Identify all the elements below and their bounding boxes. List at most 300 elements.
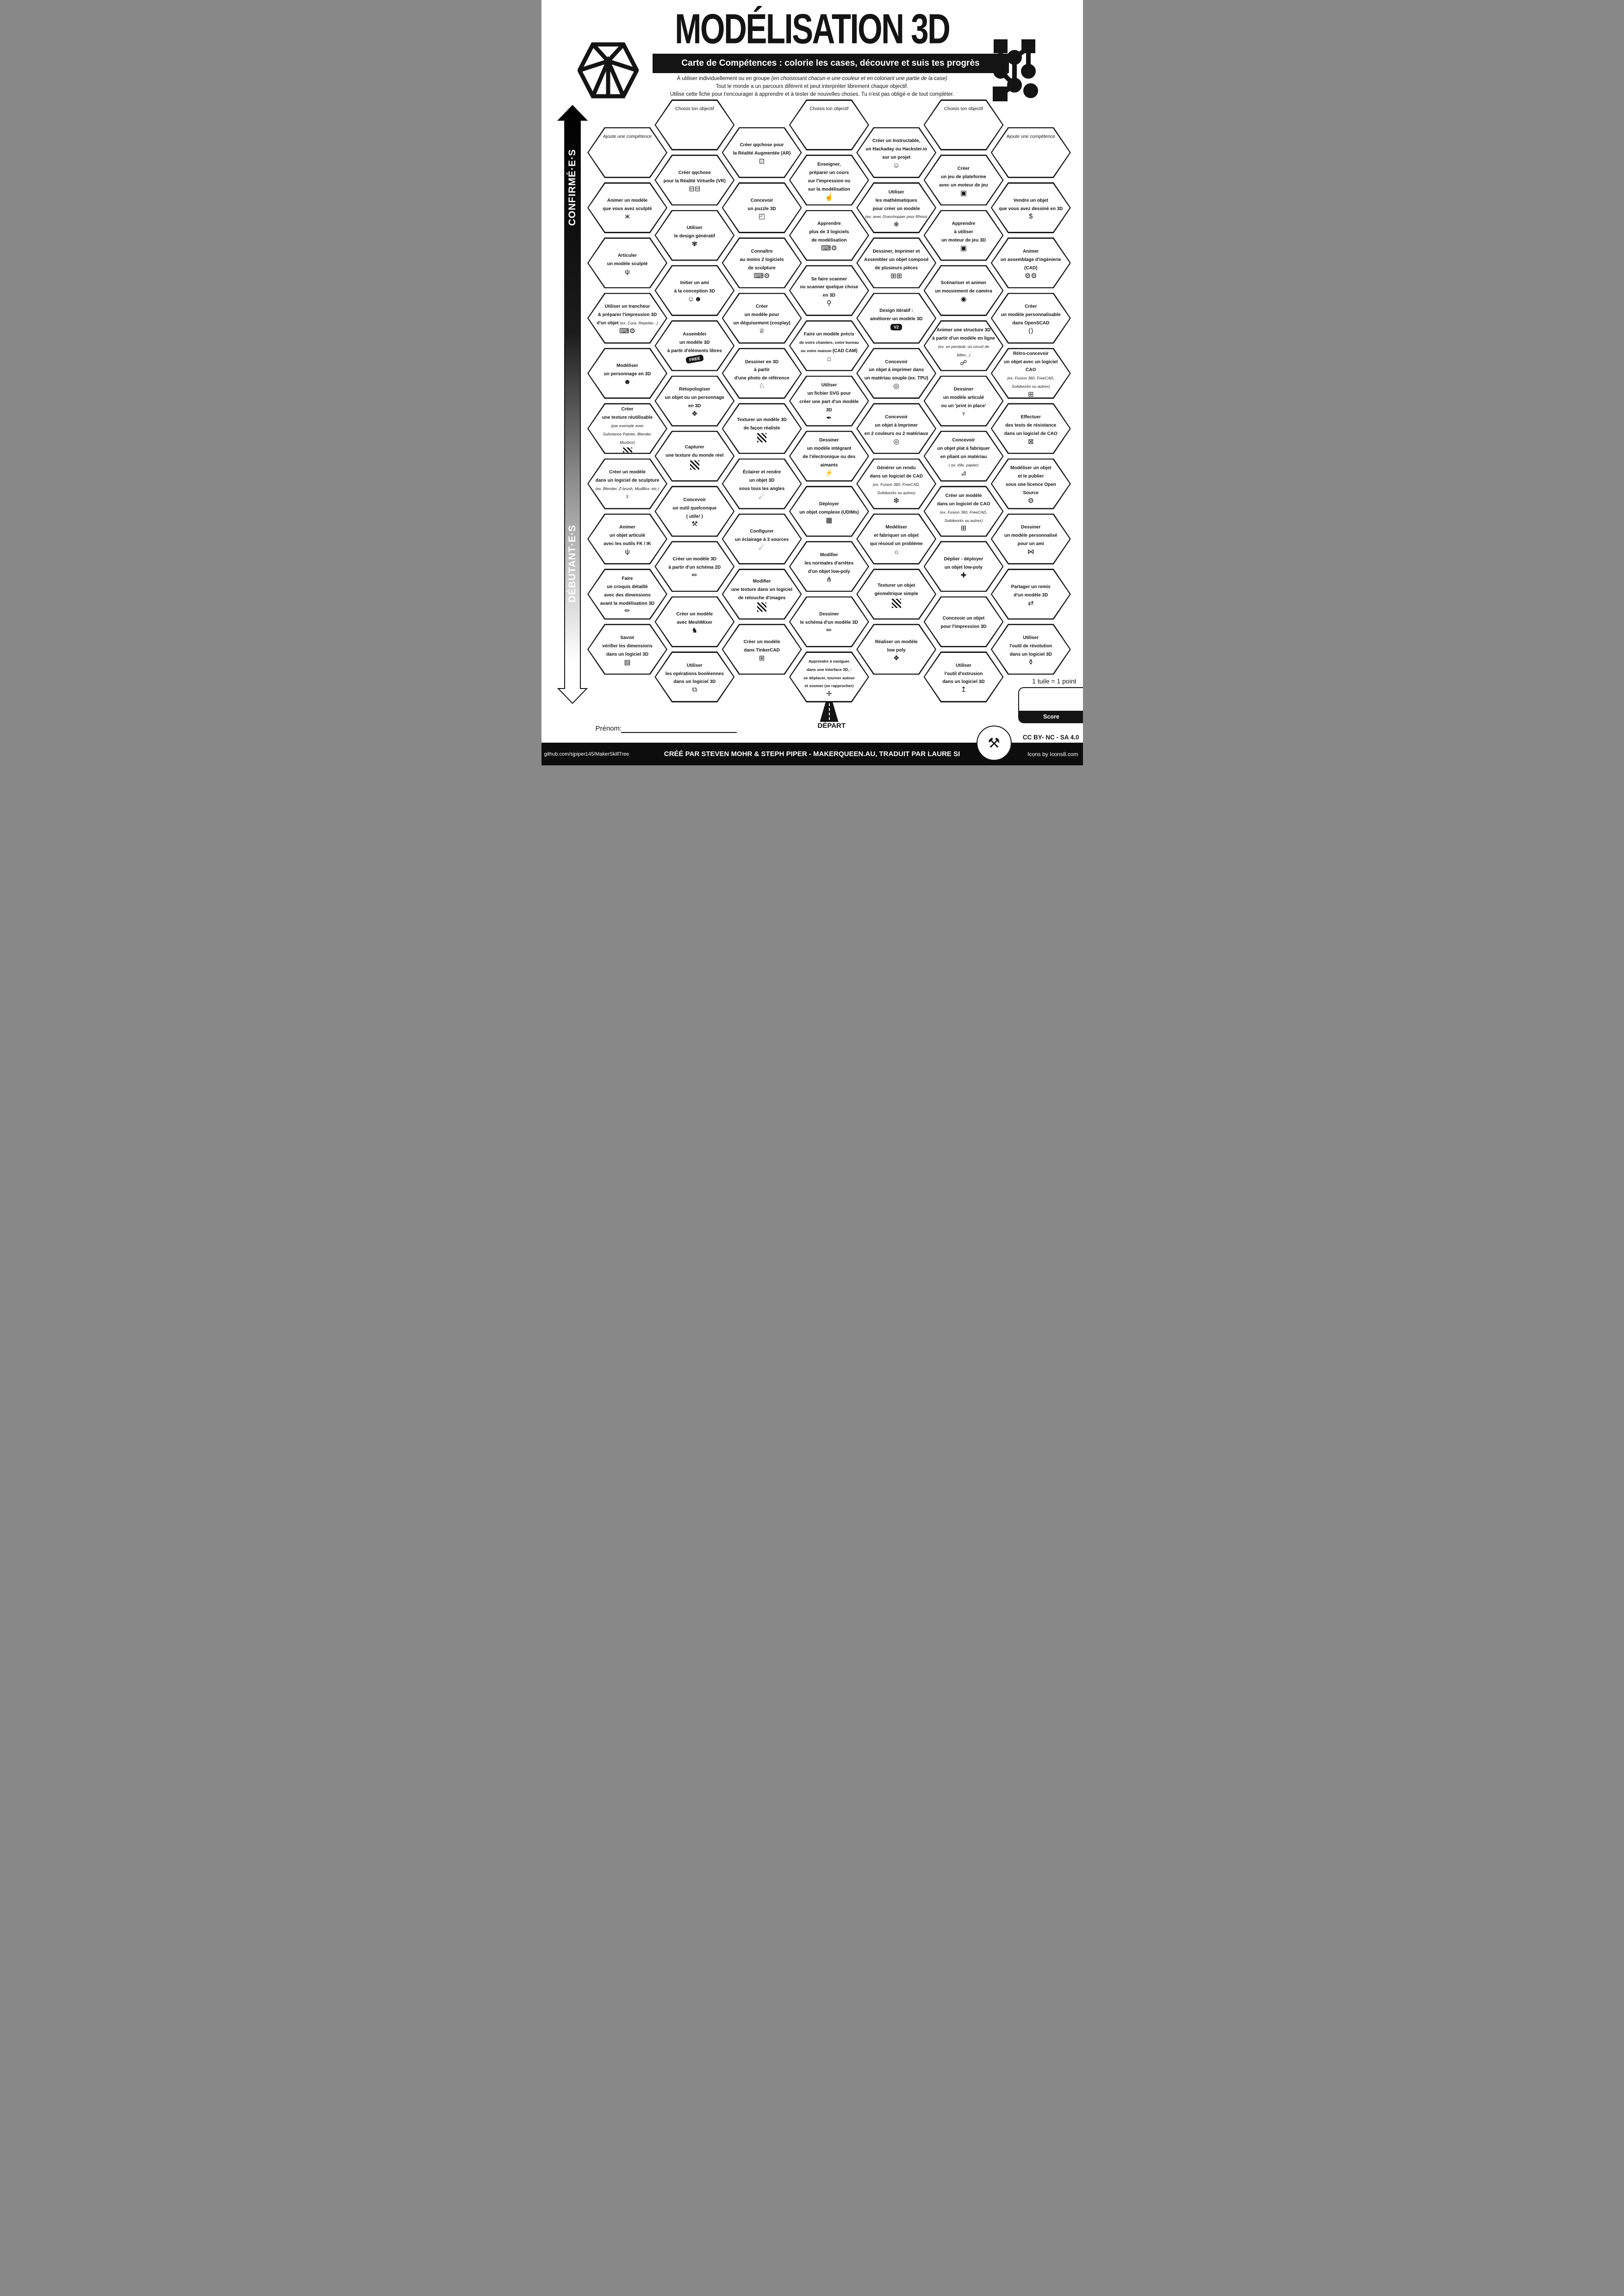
hex-content: [595, 184, 660, 232]
hex-tile[interactable]: [991, 293, 1071, 344]
hex-label-line: les mathématiques: [875, 198, 917, 203]
hex-tile[interactable]: [991, 514, 1071, 565]
hex-content: [595, 349, 660, 397]
hex-tile[interactable]: [991, 182, 1071, 233]
pencil-sketch-icon: ✏: [691, 571, 698, 579]
hex-content: [729, 460, 795, 508]
hex-content: [595, 129, 660, 177]
hex-content: [998, 460, 1064, 508]
hex-content: [662, 101, 727, 149]
hex-label-line: les opérations booléennes: [665, 671, 724, 676]
hex-label-line: de façon réaliste: [743, 425, 780, 431]
hex-label-line: dans un logiciel 3D: [942, 679, 985, 685]
hex-content: [662, 432, 727, 480]
hex-label-line: Rétro-concevoir: [1013, 351, 1049, 356]
ruler-icon: ▤: [624, 658, 631, 666]
hex-label-line: Animer un modèle: [607, 198, 648, 203]
hex-label-line: des tests de résistance: [1005, 422, 1057, 428]
hex-label-line: (ex. un pendule, un circuit de billes...): [938, 344, 989, 357]
hex-label-line: d'un modèle 3D: [1014, 592, 1048, 598]
cube-icon: ⊞: [960, 524, 967, 533]
hex-label-line: un modèle intégrant: [807, 446, 852, 452]
hex-label-line: en 3D: [688, 403, 701, 409]
hex-label-line: Rétopologiser: [679, 387, 710, 392]
score-box[interactable]: [1018, 687, 1083, 723]
uv-tiles-icon: ▦: [826, 516, 833, 524]
hex-label-line: ( ex. tôle, papier): [948, 463, 979, 468]
name-input-line[interactable]: [621, 732, 737, 733]
gears-icon: ⚙⚙: [1024, 272, 1037, 280]
hex-content: [595, 625, 660, 673]
hex-label-line: Utiliser: [956, 663, 971, 668]
level-label-confirmed: CONFIRMÉ·E·S: [566, 149, 578, 226]
hex-label-line: dans un logiciel 3D: [1009, 652, 1052, 657]
folded-sheet-icon: ⊿: [960, 469, 967, 478]
hex-content: [998, 625, 1064, 673]
hex-label-line: Dessiner: [819, 612, 839, 617]
laptop-gear-icon: ⌨⚙: [753, 272, 770, 280]
hex-content: [998, 570, 1064, 618]
hex-content: [998, 239, 1064, 287]
hex-label-line: Créer qqchose: [678, 170, 711, 175]
hex-content: [931, 101, 996, 149]
hex-label-line: se déplacer, tourner autour: [803, 675, 855, 680]
hex-label-line: un mouvement de caméra: [935, 289, 992, 294]
hex-label-line: à la conception 3D: [674, 289, 715, 294]
hex-label-line: Dessiner: [1021, 525, 1041, 530]
code-brackets-icon: ⟨⟩: [1028, 327, 1034, 335]
hex-label-line: à partir: [754, 367, 770, 373]
hex-label-line: un éclairage à 3 sources: [735, 537, 789, 543]
hex-label-line: un objet ou un personnage: [665, 395, 724, 401]
ar-phone-icon: ⊡: [759, 157, 765, 166]
hex-label-line: ou votre maison (CAD CAM): [801, 348, 858, 354]
spotlight-icon: ☄: [759, 544, 765, 552]
hex-label-line: Utiliser un trancheur: [604, 304, 650, 310]
hex-label-line: Choisis ton objectif: [809, 106, 849, 112]
hex-content: [662, 487, 727, 535]
hex-label-line: en 2 couleurs ou 2 matériaux: [864, 431, 928, 436]
hex-content: [998, 294, 1064, 342]
name-label: Prénom:: [595, 725, 622, 732]
vertex-normals-icon: ⋔: [826, 575, 832, 583]
hex-label-line: Solidworks ou autres): [944, 518, 983, 523]
unfold-net-icon: ✚: [960, 571, 967, 579]
hex-content: [595, 460, 660, 508]
gamepad-icon: ▣: [960, 244, 967, 252]
level-arrow: [557, 105, 588, 707]
texture-stripes-icon: [623, 447, 632, 453]
hex-label-line: Utiliser: [1023, 635, 1039, 641]
hex-label-line: sur un projet: [882, 155, 911, 161]
hex-label-line: dans un logiciel 3D: [673, 679, 716, 685]
hex-label-line: Partager un remix: [1011, 584, 1051, 590]
hex-content: [729, 570, 795, 618]
hex-label-line: pour la Réalité Virtuelle (VR): [663, 178, 726, 184]
boolean-shapes-icon: ⧉: [692, 686, 697, 694]
hex-label-line: Faire: [622, 576, 633, 581]
hex-label-line: Apprendre: [817, 221, 841, 227]
hex-label-line: Vendre un objet: [1013, 198, 1048, 203]
hex-content: [998, 515, 1064, 563]
hex-content: [796, 432, 862, 480]
hex-label-line: Concevoir: [885, 414, 908, 420]
gamepad-icon: ▣: [960, 189, 967, 197]
hex-content: [864, 294, 929, 342]
hex-label-line: pour un ami: [1017, 541, 1044, 547]
hex-label-line: un puzzle 3D: [747, 206, 776, 211]
texture-stripes-icon: [892, 599, 901, 608]
hex-tile[interactable]: [991, 459, 1071, 509]
hex-label-line: (ex. Blender, Z-brush, MudBox, etc.): [595, 486, 660, 491]
hex-label-line: d'un objet low-poly: [808, 569, 850, 574]
hex-label-line: en pliant un matériau: [940, 454, 987, 460]
hex-label-line: en 3D: [822, 293, 835, 298]
hex-content: [796, 487, 862, 535]
hex-label-line: Concevoir: [750, 198, 773, 203]
pen-nib-icon: ✒: [826, 414, 832, 422]
hex-content: [796, 156, 862, 204]
score-label: Score: [1019, 711, 1083, 722]
hex-label-line: Créer: [621, 407, 634, 412]
hex-label-line: Concevoir: [885, 359, 908, 365]
hex-content: [662, 267, 727, 315]
hex-label-line: sur la modélisation: [808, 186, 850, 192]
pencil-sketch-icon: ✏: [624, 607, 630, 615]
hex-tile[interactable]: [991, 348, 1071, 399]
hex-label-line: d'un objet (ex. Cura, Repetier...): [597, 321, 658, 326]
level-label-beginner: DÉBUTANT·E·S: [566, 525, 578, 602]
hex-label-line: Ajoute une compétence: [1006, 134, 1055, 139]
hex-label-line: de sculpture: [748, 265, 776, 271]
hex-label-line: un matériau souple (ex. TPU): [864, 376, 928, 381]
hex-label-line: un croquis détaillé: [607, 584, 648, 590]
hex-label-line: (CAD): [1024, 265, 1038, 271]
hex-label-line: Concevoir: [952, 438, 975, 443]
network-logo-icon: [987, 39, 1042, 104]
hex-content: [998, 129, 1064, 177]
venus-statue-icon: ♀: [624, 492, 630, 501]
hex-label-line: Concevoir un objet: [942, 615, 985, 621]
v2-tag-icon: V2: [890, 324, 902, 330]
hex-label-line: Savoir: [620, 635, 635, 641]
hex-content: [729, 625, 795, 673]
hex-label-line: que vous avez sculpté: [603, 206, 652, 211]
hex-label-line: Solidworks ou autres): [877, 490, 915, 495]
hex-label-line: (ex. Fusion 360, FreeCAD,: [940, 509, 988, 515]
hex-label-line: Utiliser: [686, 225, 703, 231]
hex-content: [864, 460, 929, 508]
hex-label-line: Texturer un modèle 3D: [737, 417, 787, 422]
hex-label-line: Texturer un objet: [877, 583, 915, 588]
hex-label-line: une texture du monde réel: [666, 453, 724, 459]
hex-label-line: un objet avec un logiciel CAO: [1004, 359, 1058, 373]
tools-icon: ⚒: [691, 520, 698, 528]
hex-label-line: dans TinkerCAD: [744, 647, 780, 653]
hex-label-line: dans un logiciel de CAO: [1004, 431, 1058, 436]
hex-label-line: Se faire scanner: [811, 276, 847, 282]
hex-label-line: Effectuer: [1020, 414, 1041, 420]
slicer-laptop-icon: ⌨⚙: [619, 327, 636, 335]
hex-label-line: un objet à imprimer dans: [869, 367, 924, 373]
hex-content: [595, 404, 660, 453]
walking-person-icon: ж: [625, 212, 630, 221]
gift-bow-icon: ⋈: [1027, 548, 1034, 556]
hex-content: [595, 515, 660, 563]
hex-label-line: dans OpenSCAD: [1012, 321, 1050, 326]
hex-content: [595, 294, 660, 342]
hex-label-line: de retouche d'images: [738, 595, 786, 601]
vase-icon: ⚱: [1028, 658, 1034, 666]
hex-label-line: créer une part d'un modèle 3D: [799, 399, 859, 413]
hex-content: [864, 184, 929, 232]
tile-points-note: 1 tuile = 1 point: [1032, 677, 1076, 685]
armature-icon: ψ: [625, 267, 630, 276]
hex-content: [729, 184, 795, 232]
road-icon: [820, 701, 839, 722]
hex-label-line: pour l'impression 3D: [940, 624, 987, 629]
filament-spool-icon: ◎: [893, 382, 900, 391]
hex-content: [931, 377, 996, 425]
hex-content: [662, 322, 727, 370]
hex-content: [796, 598, 862, 646]
hex-content: [662, 156, 727, 204]
hex-content: [864, 129, 929, 177]
hex-label-line: et le publier: [1018, 474, 1044, 479]
hex-label-line: Créer un modèle: [609, 470, 646, 475]
hex-content: [864, 625, 929, 673]
hex-label-line: Créer un modèle: [743, 639, 780, 645]
page-title: MODÉLISATION 3D: [674, 5, 950, 52]
armature-icon: ψ: [625, 548, 630, 556]
body-scan-icon: ⚲: [826, 299, 832, 308]
hex-label-line: Dessiner: [953, 387, 974, 392]
hex-label-line: sous une licence Open Source: [1005, 482, 1056, 496]
repo-url-link[interactable]: github.com/sjpiper145/MakerSkillTree: [544, 751, 629, 757]
lightbulb-icon: ☼: [893, 548, 900, 556]
hex-label-line: un objet low-poly: [944, 565, 983, 570]
hex-label-line: géométrique simple: [874, 591, 918, 596]
geodesic-icon: ❖: [691, 410, 698, 418]
crossed-tools-icon: ⚒: [988, 735, 1000, 751]
hex-label-line: Choisis ton objectif: [675, 106, 714, 112]
hex-label-line: Créer un modèle 3D: [672, 556, 717, 562]
face-icon: ☻: [623, 378, 631, 386]
hex-label-line: améliorer un modèle 3D: [870, 316, 923, 322]
hex-content: [931, 156, 996, 204]
hex-label-line: Créer un modèle: [945, 493, 982, 498]
hex-label-line: dans un logiciel de sculpture: [595, 478, 660, 484]
hex-label-line: Concevoir: [683, 497, 706, 503]
hex-label-line: Apprendre: [952, 221, 976, 227]
hex-tile[interactable]: [991, 624, 1071, 675]
brain-icon: ✾: [691, 240, 698, 248]
hex-label-line: Capturer: [684, 445, 704, 450]
hex-label-line: Modifier: [753, 578, 771, 584]
hex-label-line: Modéliser: [885, 525, 908, 530]
hex-label-line: Créer un Instructable,: [872, 138, 921, 144]
hex-label-line: Créer un modèle: [676, 612, 713, 617]
hex-label-line: de modélisation: [811, 238, 847, 243]
hex-tile[interactable]: [991, 403, 1071, 454]
icons8-credit-link[interactable]: Icons by Icons8.com: [1027, 751, 1078, 757]
hex-label-line: Dessiner: [819, 438, 839, 443]
hex-label-line: les normales d'arrêtes: [804, 560, 854, 566]
hex-label-line: un objet 3D: [749, 478, 775, 484]
cube-icon: ⊞: [759, 654, 765, 662]
hex-label-line: un déguisement (cosplay): [733, 321, 790, 326]
hex-tile[interactable]: [991, 569, 1071, 620]
hex-label-line: une texture dans un logiciel: [731, 587, 793, 592]
hex-label-line: avec un moteur de jeu: [939, 182, 988, 188]
hex-label-line: Créer: [957, 166, 970, 171]
hex-label-line: Solidworks ou autres): [1011, 384, 1050, 389]
hex-label-line: au moins 2 logiciels: [740, 257, 784, 262]
hex-label-line: de votre chambre, votre bureau: [799, 340, 859, 345]
hex-content: [998, 184, 1064, 232]
hex-label-line: Modifier: [820, 552, 838, 558]
hex-label-line: Déplier - déployer: [944, 556, 983, 562]
hex-label-line: la Réalité Augmentée (AR): [733, 151, 791, 156]
hex-label-line: un modèle 3D: [679, 340, 710, 345]
hex-label-line: Utiliser: [888, 189, 904, 195]
hex-label-line: un objet complexe (UDIMs): [799, 509, 859, 515]
hex-label-line: Dessiner en 3D: [745, 359, 779, 365]
hex-label-line: Assembler: [683, 331, 707, 337]
maker-badge: [977, 726, 1012, 761]
hex-content: [931, 267, 996, 315]
subtitle-text: Carte de Compétences : colorie les cases, découvre et suis tes progrès: [681, 58, 980, 68]
free-tag-icon: FREE: [685, 354, 704, 363]
hex-label-line: plus de 3 logiciels: [809, 230, 849, 235]
hex-content: [931, 487, 996, 535]
hex-label-line: Assembler un objet composé: [864, 257, 929, 262]
hex-content: [729, 239, 795, 287]
hex-label-line: un fichier SVG pour: [807, 391, 851, 397]
hex-content: [998, 349, 1064, 397]
intro-line-3: Utilise cette fiche pour t'encourager à apprendre et à tester de nouvelles choses. Tu n'est pas obligé·e de tout compléter.: [670, 92, 954, 97]
hex-label-line: (par exemple avec: [611, 423, 644, 428]
hex-label-line: Scénariser et animer: [940, 280, 987, 286]
hex-content: [864, 404, 929, 453]
hex-content: [864, 239, 929, 287]
hex-label-line: Déployer: [819, 501, 839, 507]
hex-label-line: un jeu de plateforme: [941, 174, 986, 180]
rabbit-icon: ♞: [691, 627, 698, 635]
hex-label-line: sous tous les angles: [739, 486, 785, 491]
cosplay-hat-icon: ♕: [759, 327, 765, 335]
hex-label-line: Utiliser: [821, 383, 837, 388]
hex-label-line: Créer: [756, 304, 768, 310]
laptop-gear-icon: ⌨⚙: [821, 244, 837, 252]
teacher-icon: ☝: [825, 193, 834, 201]
hex-label-line: d'une photo de référence: [734, 376, 790, 381]
hex-label-line: un modèle personnalisé: [1004, 533, 1058, 539]
hex-content: [931, 598, 996, 646]
hex-tile[interactable]: [991, 127, 1071, 178]
poster-page: [541, 0, 1083, 765]
icosahedron-logo-icon: [578, 41, 639, 100]
hex-label-line: un objet à imprimer: [875, 422, 918, 428]
hex-content: [729, 515, 795, 563]
hex-label-line: avec MeshMixer: [677, 620, 713, 626]
led-icon: ⚡: [825, 469, 834, 478]
hex-label-line: à partir d'un schéma 2D: [668, 565, 721, 570]
smiley-doc-icon: ☺: [893, 161, 900, 170]
hex-content: [931, 542, 996, 590]
hex-label-line: (ex. Fusion 360, FreeCAD,: [872, 482, 920, 487]
hex-label-line: un Hackaday ou Hackster.io: [865, 147, 927, 152]
hex-label-line: qui résoud un problème: [870, 541, 923, 547]
hex-label-line: un modèle sculpté: [607, 261, 648, 267]
hex-label-line: pour créer un modèle: [872, 206, 920, 211]
hex-label-line: un modèle articulé: [943, 395, 984, 401]
money-bag-icon: $: [1029, 212, 1033, 221]
pendulum-icon: ☍: [960, 359, 967, 367]
vr-headset-icon: ⊟⊟: [689, 185, 701, 193]
hex-content: [796, 322, 862, 370]
dog-icon: ♘: [759, 382, 765, 391]
hex-tile[interactable]: [991, 237, 1071, 288]
hex-label-line: Initier un ami: [680, 280, 709, 286]
hex-label-line: Connaître: [751, 248, 773, 254]
hex-label-line: Faire un modèle précis: [803, 331, 854, 337]
extrusion-icon: ↥: [960, 686, 967, 694]
hex-label-line: à utiliser: [954, 230, 973, 235]
hex-label-line: ( utile! ): [686, 514, 703, 519]
hex-label-line: dans un logiciel de CAD: [870, 474, 923, 479]
hex-label-line: préparer un cours: [809, 170, 849, 175]
dragon-icon: ♆: [961, 410, 966, 418]
hex-content: [796, 377, 862, 425]
hex-content: [729, 129, 795, 177]
fractal-snowflake-icon: ❄: [893, 221, 899, 229]
hex-label-line: un modèle personnalisable: [1001, 312, 1061, 318]
start-marker: [817, 701, 846, 730]
start-label: DÉPART: [817, 722, 846, 730]
hex-label-line: de l'électronique ou des aimants: [803, 454, 856, 468]
intro-line-2: Tout le monde a un parcours diférent et peut interpréter librement chaque objectif.: [716, 84, 908, 89]
hex-label-line: une texture réutilisable: [602, 415, 653, 421]
license-text: CC BY- NC - SA 4.0: [1022, 734, 1079, 741]
hex-label-line: Modéliser: [616, 363, 638, 369]
hex-content: [998, 404, 1064, 453]
hex-content: [662, 211, 727, 260]
hex-content: [662, 653, 727, 701]
hex-content: [931, 211, 996, 260]
hex-label-line: Créer qqchose pour: [740, 143, 784, 148]
house-icon: ⌂: [827, 354, 831, 363]
hex-content: [864, 349, 929, 397]
hex-label-line: un assemblage d'ingénierie: [1000, 257, 1061, 262]
hex-content: [662, 377, 727, 425]
hex-label-line: sur l'impression ou: [808, 178, 851, 184]
hex-label-line: Utiliser: [686, 663, 703, 668]
hex-label-line: vérifier les dimensions: [602, 643, 653, 649]
hex-label-line: Réaliser un modèle: [875, 639, 918, 645]
hex-label-line: et fabriquer un objet: [874, 533, 919, 539]
hex-label-line: Articuler: [617, 253, 637, 258]
filament-spool-icon: ◎: [893, 437, 900, 446]
hex-content: [729, 294, 795, 342]
texture-stripes-icon: [690, 460, 699, 470]
hex-content: [931, 322, 996, 370]
geodesic-icon: ❖: [893, 654, 900, 662]
hex-label-line: un objet plat à fabriquer: [937, 446, 990, 452]
spotlight-icon: ☄: [759, 492, 765, 501]
hex-label-line: le schéma d'un modèle 3D: [800, 620, 858, 626]
pencil-sketch-icon: ✏: [826, 627, 832, 635]
